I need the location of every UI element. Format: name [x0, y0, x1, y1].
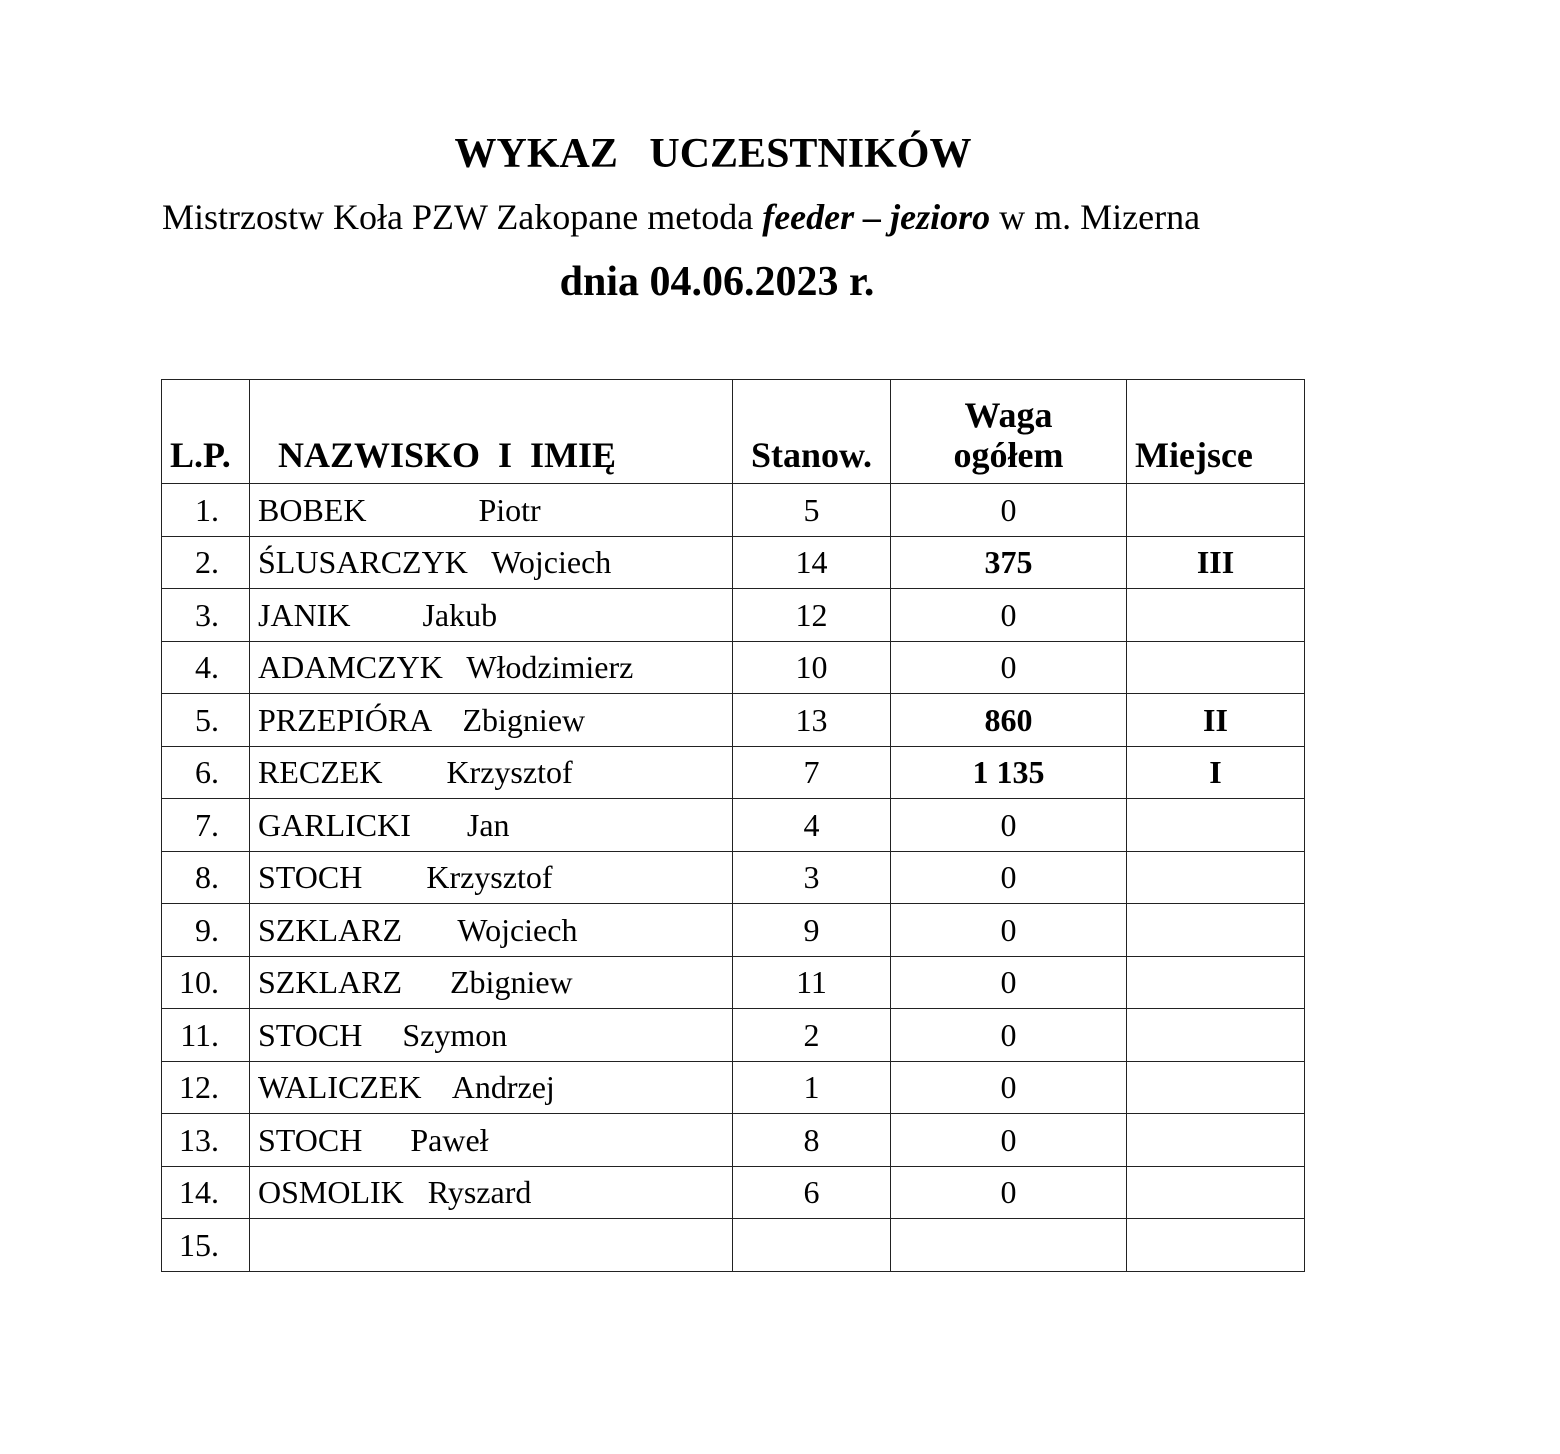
cell-firstname: Włodzimierz: [466, 649, 634, 686]
table-row: [162, 1114, 1305, 1167]
cell-waga: 0: [891, 851, 1127, 904]
cell-name: [250, 1114, 733, 1167]
table-row: [162, 851, 1305, 904]
subtitle-prefix: Mistrzostw Koła PZW Zakopane metoda: [162, 197, 763, 237]
cell-lp: 3.: [162, 589, 250, 642]
cell-waga: 0: [891, 589, 1127, 642]
cell-miejsce: [1127, 1219, 1305, 1272]
cell-name: [250, 799, 733, 852]
cell-miejsce: [1127, 851, 1305, 904]
cell-stanowisko: 4: [733, 799, 891, 852]
cell-name: [250, 1166, 733, 1219]
cell-name: [250, 1061, 733, 1114]
cell-name-gap: [382, 754, 446, 790]
cell-miejsce: [1127, 589, 1305, 642]
cell-miejsce: II: [1127, 694, 1305, 747]
cell-name: [250, 1009, 733, 1062]
cell-lp: 2.: [162, 536, 250, 589]
cell-firstname: Jan: [466, 806, 510, 843]
cell-waga: 375: [891, 536, 1127, 589]
cell-firstname: Andrzej: [451, 1069, 555, 1106]
header-waga-line1: Waga: [964, 395, 1053, 435]
cell-lp: 13.: [162, 1114, 250, 1167]
cell-name-gap: [404, 1174, 428, 1210]
header-waga: [891, 380, 1127, 484]
cell-stanowisko: 14: [733, 536, 891, 589]
cell-waga: 0: [891, 799, 1127, 852]
cell-stanowisko: [733, 1219, 891, 1272]
cell-waga: 0: [891, 956, 1127, 1009]
cell-waga: 0: [891, 1166, 1127, 1219]
cell-waga: 0: [891, 1061, 1127, 1114]
cell-stanowisko: 9: [733, 904, 891, 957]
cell-waga: 0: [891, 641, 1127, 694]
cell-name: [250, 694, 733, 747]
cell-lp: 1.: [162, 484, 250, 537]
cell-surname: STOCH: [258, 859, 363, 896]
cell-name: [250, 484, 733, 537]
header-name: NAZWISKO I IMIĘ: [250, 380, 733, 484]
cell-lp: 11.: [162, 1009, 250, 1062]
cell-surname: JANIK: [258, 596, 351, 633]
cell-name: [250, 956, 733, 1009]
cell-surname: GARLICKI: [258, 806, 411, 843]
cell-name: [250, 536, 733, 589]
cell-surname: ŚLUSARCZYK: [258, 544, 468, 581]
header-stanowisko: Stanow.: [733, 380, 891, 484]
participants-table: [161, 379, 1305, 1272]
cell-name-gap: [402, 964, 450, 1000]
cell-waga: 0: [891, 904, 1127, 957]
cell-firstname: Krzysztof: [446, 754, 573, 791]
cell-lp: 10.: [162, 956, 250, 1009]
table-row: [162, 904, 1305, 957]
cell-waga: 0: [891, 1009, 1127, 1062]
cell-name: [250, 1219, 733, 1272]
cell-firstname: Wojciech: [491, 544, 612, 581]
cell-miejsce: [1127, 904, 1305, 957]
cell-name-gap: [362, 1122, 410, 1158]
cell-stanowisko: 3: [733, 851, 891, 904]
cell-firstname: Wojciech: [457, 911, 578, 948]
cell-stanowisko: 10: [733, 641, 891, 694]
cell-miejsce: [1127, 799, 1305, 852]
cell-firstname: Piotr: [478, 491, 541, 528]
cell-lp: 14.: [162, 1166, 250, 1219]
cell-stanowisko: 12: [733, 589, 891, 642]
cell-name-gap: [411, 807, 467, 843]
cell-stanowisko: 7: [733, 746, 891, 799]
cell-name: [250, 589, 733, 642]
cell-lp: 4.: [162, 641, 250, 694]
cell-name-gap: [366, 492, 478, 528]
cell-miejsce: [1127, 956, 1305, 1009]
cell-stanowisko: 11: [733, 956, 891, 1009]
cell-name-gap: [430, 702, 462, 738]
cell-miejsce: III: [1127, 536, 1305, 589]
cell-lp: 15.: [162, 1219, 250, 1272]
cell-surname: STOCH: [258, 1016, 363, 1053]
cell-name: [250, 851, 733, 904]
header-waga-line2: ogółem: [953, 435, 1064, 475]
cell-surname: SZKLARZ: [258, 911, 402, 948]
table-row: [162, 641, 1305, 694]
cell-name-gap: [468, 544, 491, 580]
cell-miejsce: I: [1127, 746, 1305, 799]
cell-miejsce: [1127, 1166, 1305, 1219]
cell-surname: RECZEK: [258, 754, 383, 791]
cell-lp: 9.: [162, 904, 250, 957]
table-row: [162, 746, 1305, 799]
cell-miejsce: [1127, 1061, 1305, 1114]
header-lp: L.P.: [162, 380, 250, 484]
table-row: [162, 956, 1305, 1009]
cell-surname: STOCH: [258, 1121, 363, 1158]
cell-lp: 7.: [162, 799, 250, 852]
table-row: [162, 799, 1305, 852]
cell-waga: [891, 1219, 1127, 1272]
cell-waga: 0: [891, 1114, 1127, 1167]
cell-stanowisko: 8: [733, 1114, 891, 1167]
cell-miejsce: [1127, 1114, 1305, 1167]
cell-surname: WALICZEK: [258, 1069, 422, 1106]
table-row: [162, 1061, 1305, 1114]
subtitle-method: feeder – jezioro: [762, 197, 991, 237]
cell-lp: 8.: [162, 851, 250, 904]
cell-surname: SZKLARZ: [258, 964, 402, 1001]
cell-stanowisko: 5: [733, 484, 891, 537]
table-header-row: [162, 380, 1305, 484]
cell-name-gap: [350, 597, 422, 633]
cell-miejsce: [1127, 484, 1305, 537]
cell-surname: BOBEK: [258, 491, 367, 528]
cell-firstname: Paweł: [410, 1121, 489, 1158]
cell-firstname: Zbigniew: [462, 701, 586, 738]
cell-miejsce: [1127, 641, 1305, 694]
cell-firstname: Jakub: [422, 596, 498, 633]
cell-stanowisko: 13: [733, 694, 891, 747]
cell-firstname: Krzysztof: [426, 859, 553, 896]
document-subtitle: [162, 193, 1200, 241]
table-row: [162, 1009, 1305, 1062]
cell-name-gap: [362, 859, 426, 895]
table-row: [162, 1219, 1305, 1272]
cell-waga: 0: [891, 484, 1127, 537]
cell-firstname: Szymon: [402, 1016, 508, 1053]
table-row: [162, 589, 1305, 642]
cell-lp: 6.: [162, 746, 250, 799]
table-row: [162, 536, 1305, 589]
cell-name-gap: [362, 1017, 402, 1053]
cell-name: [250, 746, 733, 799]
cell-surname: ADAMCZYK: [258, 649, 443, 686]
cell-stanowisko: 6: [733, 1166, 891, 1219]
document-date: dnia 04.06.2023 r.: [559, 259, 875, 305]
cell-miejsce: [1127, 1009, 1305, 1062]
table-row: [162, 1166, 1305, 1219]
cell-name-gap: [422, 1069, 452, 1105]
subtitle-location: w m. Mizerna: [990, 197, 1201, 237]
cell-firstname: Ryszard: [427, 1174, 532, 1211]
cell-waga: 1 135: [891, 746, 1127, 799]
header-miejsce: Miejsce: [1127, 380, 1305, 484]
cell-lp: 12.: [162, 1061, 250, 1114]
cell-stanowisko: 1: [733, 1061, 891, 1114]
cell-stanowisko: 2: [733, 1009, 891, 1062]
cell-surname: OSMOLIK: [258, 1174, 404, 1211]
cell-lp: 5.: [162, 694, 250, 747]
cell-name-gap: [443, 649, 466, 685]
table-row: [162, 694, 1305, 747]
cell-firstname: Zbigniew: [450, 964, 573, 1001]
document-title: WYKAZ UCZESTNIKÓW: [454, 131, 972, 177]
cell-waga: 860: [891, 694, 1127, 747]
table-row: [162, 484, 1305, 537]
cell-surname: PRZEPIÓRA: [258, 701, 431, 738]
cell-name: [250, 641, 733, 694]
cell-name-gap: [402, 912, 457, 948]
cell-name: [250, 904, 733, 957]
